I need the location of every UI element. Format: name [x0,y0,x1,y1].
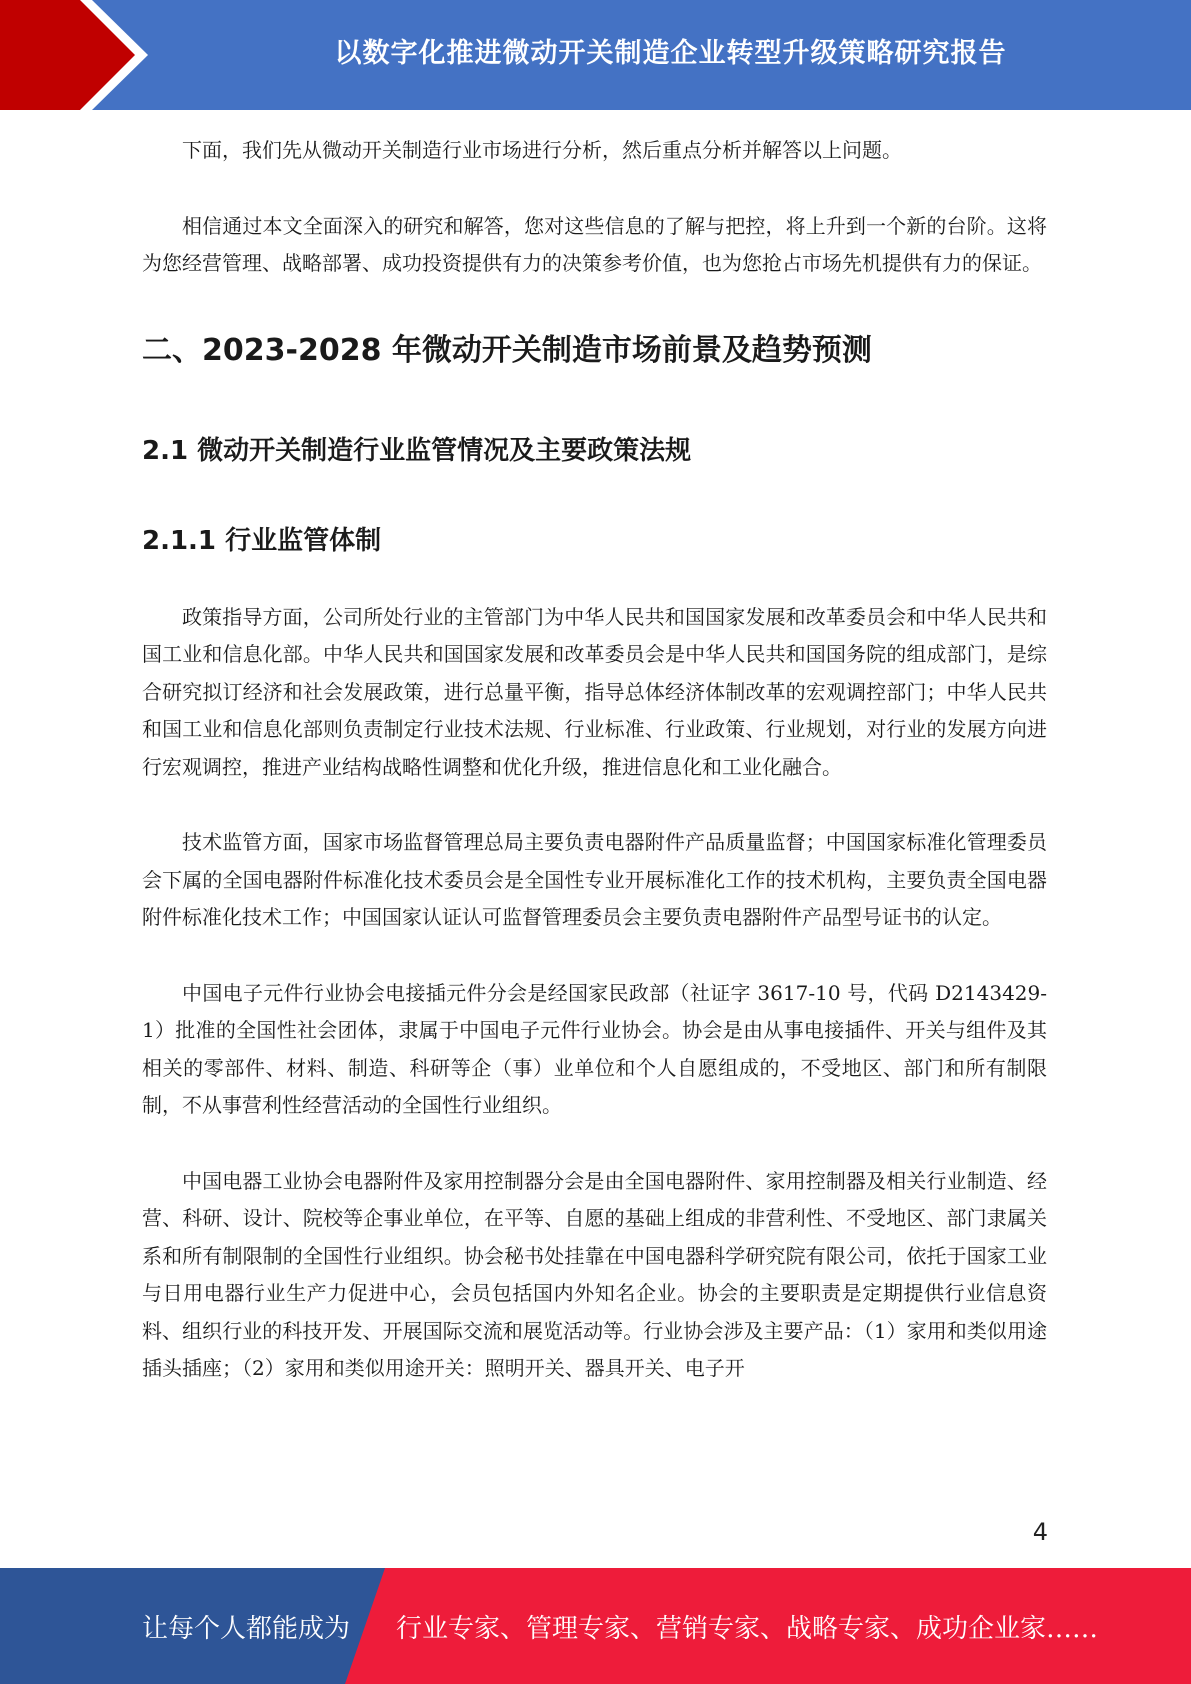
body-paragraph: 中国电子元件行业协会电接插元件分会是经国家民政部（社证字 3617-10 号，代码 D2143429-1）批准的全国性社会团体，隶属于中国电子元件行业协会。协会是由从事电接插件、开关与组件及其相关的零部件、材料、制造、科研等企（事）业单位和个人自愿组成的，不受地区、部门和所有制限制，不从事营利性经营活动的全国性行业组织。 [142,980,1047,1117]
intro-paragraph: 下面，我们先从微动开关制造行业市场进行分析，然后重点分析并解答以上问题。 [182,138,902,162]
subsection-heading: 2.1 微动开关制造行业监管情况及主要政策法规 [142,435,692,466]
subsubsection-heading: 2.1.1 行业监管体制 [142,525,382,556]
page-header [0,0,1191,110]
intro-paragraph: 相信通过本文全面深入的研究和解答，您对这些信息的了解与把控，将上升到一个新的台阶。这将为您经营管理、战略部署、成功投资提供有力的决策参考价值，也为您抢占市场先机提供有力的保证。 [142,213,1047,275]
footer-slogan: 让每个人都能成为 [142,1613,351,1644]
body-paragraph: 政策指导方面，公司所处行业的主管部门为中华人民共和国国家发展和改革委员会和中华人民共和国工业和信息化部。中华人民共和国国家发展和改革委员会是中华人民共和国国务院的组成部门，是综合研究拟订经济和社会发展政策，进行总量平衡，指导总体经济体制改革的宏观调控部门；中华人民共和国工业和信息化部则负责制定行业技术法规、行业标准、行业政策、行业规划，对行业的发展方向进行宏观调控，推进产业结构战略性调整和优化升级，推进信息化和工业化融合。 [142,604,1047,779]
body-paragraph: 技术监管方面，国家市场监督管理总局主要负责电器附件产品质量监督；中国国家标准化管理委员会下属的全国电器附件标准化技术委员会是全国性专业开展标准化工作的技术机构，主要负责全国电器附件标准化技术工作；中国国家认证认可监督管理委员会主要负责电器附件产品型号证书的认定。 [142,830,1047,929]
report-title: 以数字化推进微动开关制造企业转型升级策略研究报告 [334,37,1007,69]
page-content [142,132,1047,1388]
footer-tagline: 行业专家、管理专家、营销专家、战略专家、成功企业家…… [396,1613,1099,1644]
page-number: 4 [1032,1518,1048,1546]
header-chevron-decoration [0,0,150,110]
page-footer [0,1568,1191,1684]
body-paragraph: 中国电器工业协会电器附件及家用控制器分会是由全国电器附件、家用控制器及相关行业制造、经营、科研、设计、院校等企事业单位，在平等、自愿的基础上组成的非营利性、不受地区、部门隶属关系和所有制限制的全国性行业组织。协会秘书处挂靠在中国电器科学研究院有限公司，依托于国家工业与日用电器行业生产力促进中心，会员包括国内外知名企业。协会的主要职责是定期提供行业信息资料、组织行业的科技开发、开展国际交流和展览活动等。行业协会涉及主要产品：（1）家用和类似用途插头插座；（2）家用和类似用途开关：照明开关、器具开关、电子开 [142,1168,1047,1380]
section-heading: 二、2023-2028 年微动开关制造市场前景及趋势预测 [142,332,872,368]
